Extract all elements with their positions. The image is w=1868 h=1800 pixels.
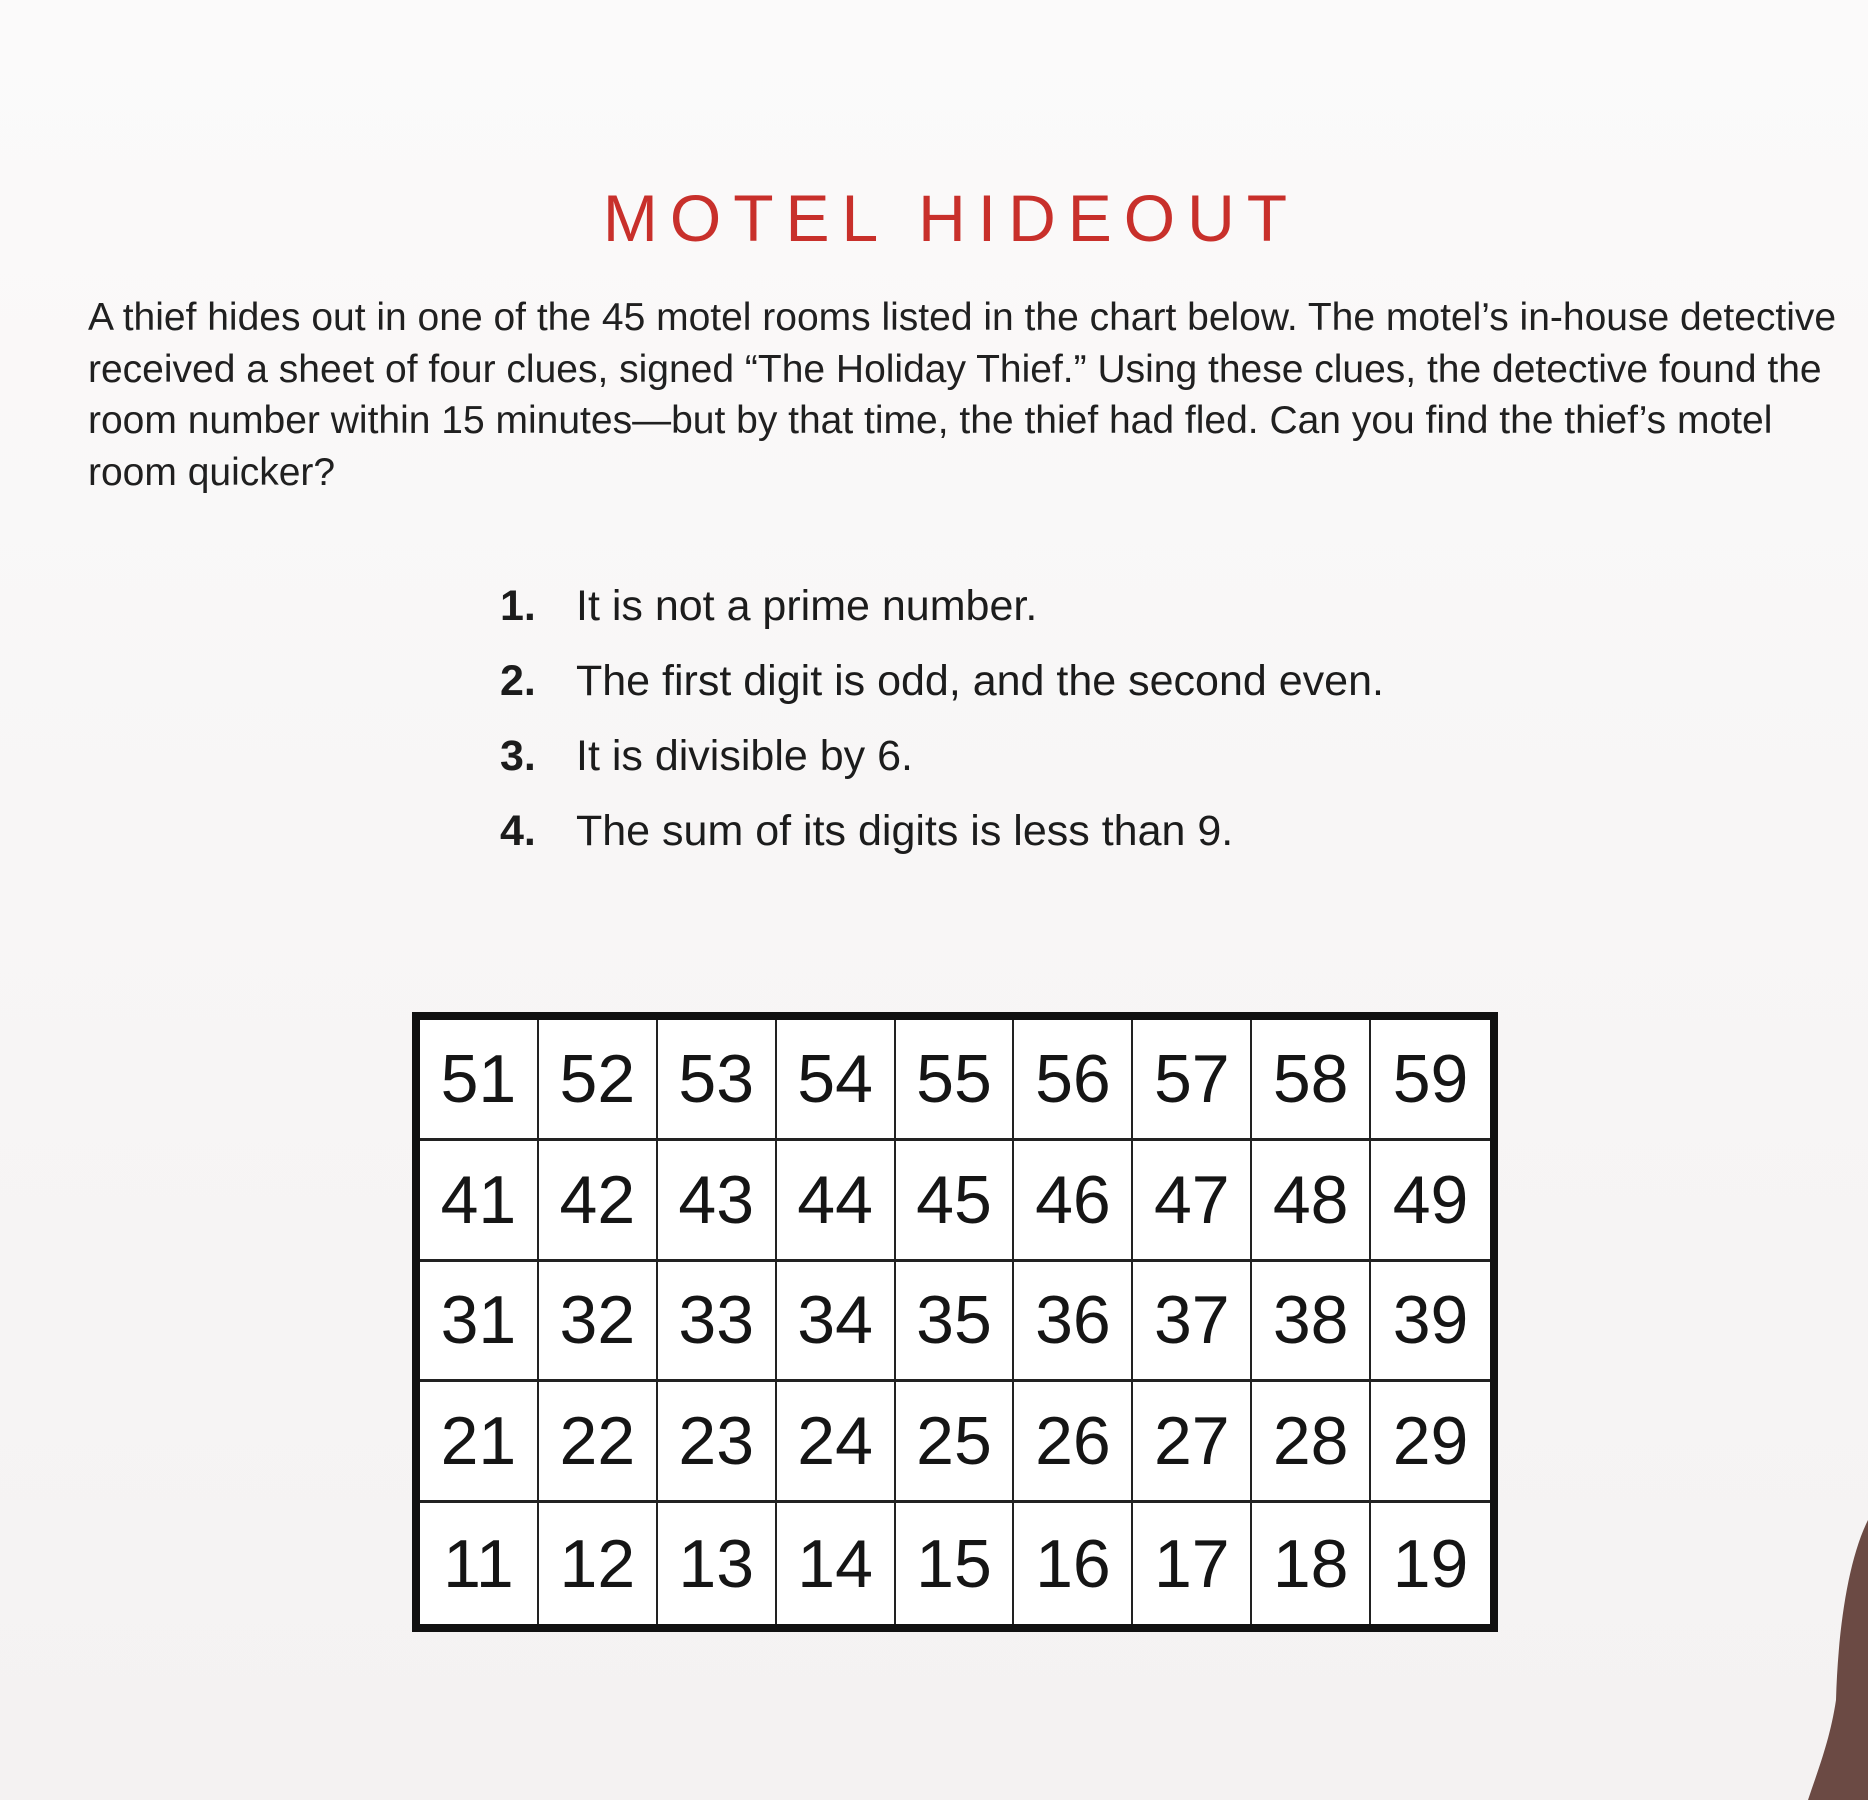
room-cell: 47 — [1133, 1141, 1252, 1262]
room-cell: 25 — [896, 1382, 1015, 1503]
room-cell: 38 — [1252, 1262, 1371, 1383]
clue-text: It is not a prime number. — [576, 582, 1038, 630]
clue-item — [500, 582, 1384, 657]
clue-item — [500, 732, 1384, 807]
clue-text: The first digit is odd, and the second even. — [576, 657, 1384, 705]
clue-text: It is divisible by 6. — [576, 732, 913, 780]
room-cell: 16 — [1014, 1503, 1133, 1624]
room-cell: 14 — [777, 1503, 896, 1624]
room-cell: 23 — [658, 1382, 777, 1503]
room-cell: 46 — [1014, 1141, 1133, 1262]
room-cell: 26 — [1014, 1382, 1133, 1503]
room-cell: 56 — [1014, 1020, 1133, 1141]
clue-text: The sum of its digits is less than 9. — [576, 807, 1234, 855]
room-cell: 27 — [1133, 1382, 1252, 1503]
room-cell: 55 — [896, 1020, 1015, 1141]
thumb-edge-decoration — [1808, 1520, 1868, 1800]
room-cell: 19 — [1392, 1525, 1469, 1602]
clue-number: 1. — [500, 582, 536, 630]
room-cell: 34 — [777, 1262, 896, 1383]
room-cell: 52 — [539, 1020, 658, 1141]
room-cell: 28 — [1252, 1382, 1371, 1503]
room-cell: 51 — [420, 1020, 539, 1141]
room-cell: 36 — [1014, 1262, 1133, 1383]
room-cell: 11 — [420, 1503, 539, 1624]
room-cell: 44 — [777, 1141, 896, 1262]
room-cell: 41 — [420, 1141, 539, 1262]
room-cell: 32 — [539, 1262, 658, 1383]
room-cell: 33 — [658, 1262, 777, 1383]
room-cell: 39 — [1371, 1262, 1490, 1383]
room-cell: 49 — [1371, 1141, 1490, 1262]
room-cell: 54 — [777, 1020, 896, 1141]
room-cell: 37 — [1133, 1262, 1252, 1383]
clue-number: 3. — [500, 732, 536, 780]
room-cell: 59 — [1371, 1020, 1490, 1141]
clue-number: 4. — [500, 807, 536, 855]
room-cell: 15 — [896, 1503, 1015, 1624]
room-cell: 24 — [777, 1382, 896, 1503]
page-title: MOTEL HIDEOUT — [602, 181, 1300, 255]
room-cell: 29 — [1371, 1382, 1490, 1503]
room-cell: 45 — [896, 1141, 1015, 1262]
room-cell: 12 — [539, 1503, 658, 1624]
room-cell: 53 — [658, 1020, 777, 1141]
room-cell: 21 — [420, 1382, 539, 1503]
clue-item — [500, 807, 1384, 882]
clue-list — [500, 582, 1384, 882]
room-cell: 18 — [1252, 1503, 1371, 1624]
room-cell: 58 — [1252, 1020, 1371, 1141]
room-cell: 31 — [420, 1262, 539, 1383]
room-cell: 35 — [896, 1262, 1015, 1383]
room-number-grid — [412, 1012, 1498, 1632]
room-cell: 13 — [658, 1503, 777, 1624]
room-cell: 42 — [539, 1141, 658, 1262]
room-cell: 43 — [658, 1141, 777, 1262]
room-cell: 17 — [1133, 1503, 1252, 1624]
room-cell: 48 — [1252, 1141, 1371, 1262]
intro-paragraph: A thief hides out in one of the 45 motel rooms listed in the chart below. The motel’s in-house detective received a sheet of four clues, signed “The Holiday Thief.” Using these clues, the detective found the room number within 15 minutes—but by that time, the thief had fled. Can you find the thief’s motel room quicker? — [88, 296, 1837, 494]
clue-item — [500, 657, 1384, 732]
clue-number: 2. — [500, 657, 536, 705]
room-cell: 57 — [1133, 1020, 1252, 1141]
room-cell: 22 — [539, 1382, 658, 1503]
